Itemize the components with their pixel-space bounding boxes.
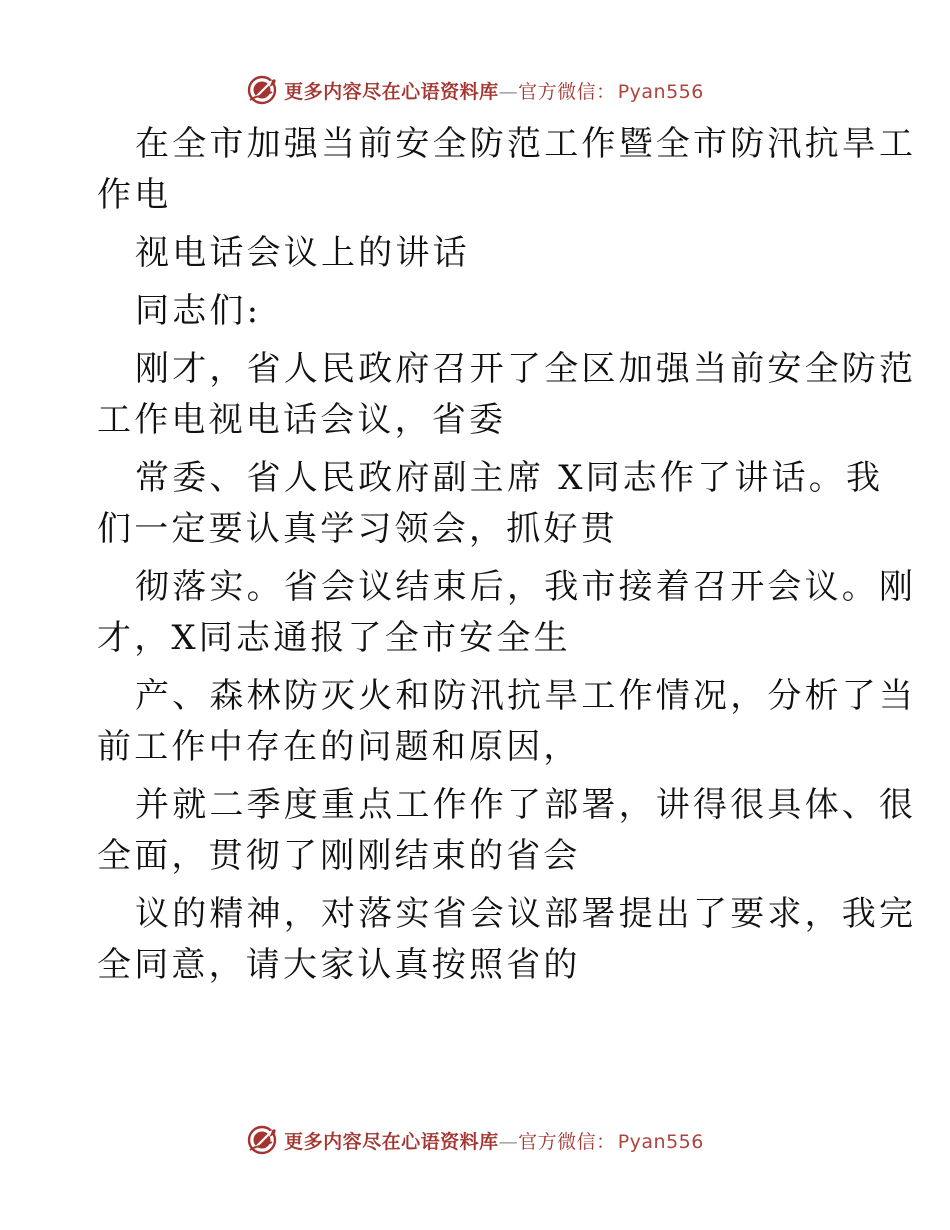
quill-pen-seal-icon bbox=[246, 1124, 278, 1156]
text-line: 才，X同志通报了全市安全生 bbox=[97, 618, 571, 658]
text-line: 同志们: bbox=[135, 291, 262, 331]
banner-text bbox=[284, 1127, 704, 1154]
text-line: 视电话会议上的讲话 bbox=[135, 233, 470, 273]
banner-wechat-id: Pyan556 bbox=[617, 1130, 704, 1153]
banner-slogan: 更多内容尽在心语资料库 bbox=[284, 80, 499, 103]
text-line: 并就二季度重点工作作了部署，讲得很具体、很 bbox=[135, 785, 917, 825]
text-line: 产、森林防灭火和防汛抗旱工作情况，分析了当 bbox=[135, 676, 917, 716]
text-line: 议的精神，对落实省会议部署提出了要求，我完 bbox=[135, 894, 917, 934]
text-line: 全同意，请大家认真按照省的 bbox=[97, 945, 581, 985]
text-line: 彻落实。省会议结束后，我市接着召开会议。刚 bbox=[135, 567, 917, 607]
text-line: 前工作中存在的问题和原因， bbox=[97, 727, 581, 767]
banner-text bbox=[284, 77, 704, 104]
footer-banner bbox=[0, 1120, 950, 1160]
text-line: 常委、省人民政府副主席 X同志作了讲话。我 bbox=[135, 458, 884, 498]
text-line: 们一定要认真学习领会，抓好贯 bbox=[97, 509, 618, 549]
text-line: 全面，贯彻了刚刚结束的省会 bbox=[97, 836, 581, 876]
banner-wechat-id: Pyan556 bbox=[617, 80, 704, 103]
text-line: 刚才，省人民政府召开了全区加强当前安全防范 bbox=[135, 349, 917, 389]
text-line: 作电 bbox=[97, 175, 172, 215]
document-body bbox=[97, 122, 917, 988]
banner-wechat-label: 官方微信： bbox=[518, 1130, 616, 1153]
header-banner bbox=[0, 70, 950, 110]
text-line: 在全市加强当前安全防范工作暨全市防汛抗旱工 bbox=[135, 124, 917, 164]
text-line: 工作电视电话会议，省委 bbox=[97, 400, 507, 440]
banner-dash: — bbox=[498, 1130, 519, 1153]
quill-pen-seal-icon bbox=[246, 74, 278, 106]
banner-wechat-label: 官方微信： bbox=[518, 80, 616, 103]
banner-slogan: 更多内容尽在心语资料库 bbox=[284, 1130, 499, 1153]
banner-dash: — bbox=[498, 80, 519, 103]
